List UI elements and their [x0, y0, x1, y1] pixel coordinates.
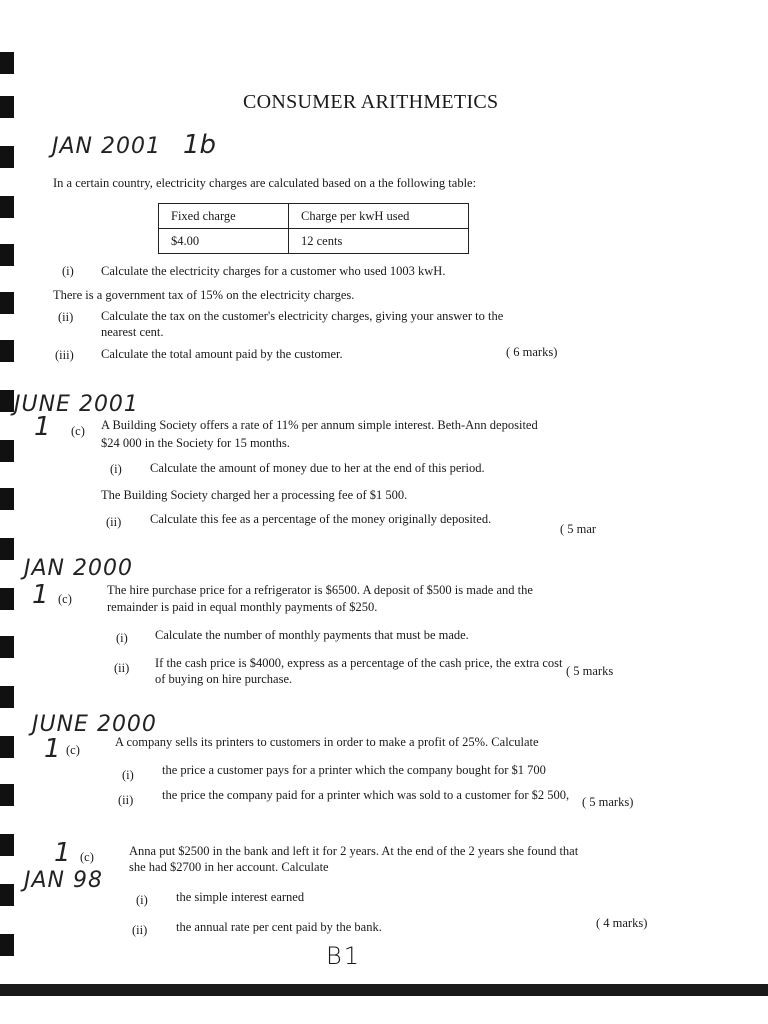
- part-text: nearest cent.: [101, 325, 164, 339]
- part-label: (iii): [55, 348, 74, 362]
- part-label: (c): [58, 592, 72, 606]
- binder-hole: [0, 784, 14, 806]
- question-intro: she had $2700 in her account. Calculate: [129, 860, 329, 874]
- part-label: (ii): [58, 310, 74, 324]
- binder-hole: [0, 196, 14, 218]
- part-label: (ii): [106, 515, 122, 529]
- marks-label: ( 6 marks): [506, 345, 558, 359]
- question-intro: A company sells its printers to customers in order to make a profit of 25%. Calculate: [115, 735, 539, 749]
- table-cell: $4.00: [159, 229, 289, 254]
- binder-hole: [0, 686, 14, 708]
- marks-label: ( 5 marks): [582, 795, 634, 809]
- fee-note: The Building Society charged her a processing fee of $1 500.: [101, 488, 408, 502]
- part-label: (ii): [132, 923, 148, 937]
- part-text: the price the company paid for a printer which was sold to a customer for $2 500,: [162, 788, 570, 802]
- part-label: (i): [122, 768, 134, 782]
- part-label: (c): [80, 850, 94, 864]
- part-label: (i): [116, 631, 128, 645]
- binder-hole: [0, 488, 14, 510]
- part-label: (i): [110, 462, 122, 476]
- part-label: (c): [71, 424, 85, 438]
- part-text: If the cash price is $4000, express as a percentage of the cash price, the extra cost: [155, 656, 563, 670]
- handwritten-question-number: 1b: [183, 130, 217, 160]
- binder-hole: [0, 340, 14, 362]
- page-label: B1: [326, 942, 361, 970]
- part-label: (c): [66, 743, 80, 757]
- binder-hole: [0, 736, 14, 758]
- binder-hole: [0, 390, 14, 412]
- table-header-row: [159, 204, 469, 229]
- binder-hole: [0, 884, 14, 906]
- page-bottom-edge: [0, 984, 768, 996]
- page-title: CONSUMER ARITHMETICS: [243, 91, 499, 113]
- part-text: Calculate this fee as a percentage of the money originally deposited.: [150, 512, 492, 526]
- marks-label: ( 4 marks): [596, 916, 648, 930]
- question-intro: A Building Society offers a rate of 11% per annum simple interest. Beth-Ann deposited: [101, 418, 538, 432]
- binder-hole: [0, 292, 14, 314]
- part-text: of buying on hire purchase.: [155, 672, 293, 686]
- electricity-charges-table: [158, 203, 469, 254]
- part-label: (i): [136, 893, 148, 907]
- part-text: Calculate the electricity charges for a customer who used 1003 kwH.: [101, 264, 446, 278]
- part-text: Calculate the tax on the customer's electricity charges, giving your answer to the: [101, 309, 504, 323]
- question-intro: In a certain country, electricity charges are calculated based on a the following table:: [53, 176, 477, 190]
- binder-hole: [0, 588, 14, 610]
- handwritten-year-label: JAN 2001: [52, 134, 161, 159]
- table-header-cell: Fixed charge: [159, 204, 289, 229]
- part-text: Calculate the amount of money due to her at the end of this period.: [150, 461, 485, 475]
- handwritten-question-number: 1: [32, 580, 49, 610]
- handwritten-year-label: JUNE 2000: [32, 712, 157, 737]
- binder-holes: [0, 0, 16, 1024]
- part-label: (i): [62, 264, 74, 278]
- part-label: (ii): [118, 793, 134, 807]
- question-intro: The hire purchase price for a refrigerator is $6500. A deposit of $500 is made and the: [107, 583, 533, 597]
- binder-hole: [0, 244, 14, 266]
- binder-hole: [0, 96, 14, 118]
- tax-note: There is a government tax of 15% on the electricity charges.: [53, 288, 355, 302]
- binder-hole: [0, 934, 14, 956]
- question-intro: Anna put $2500 in the bank and left it for 2 years. At the end of the 2 years she found that: [129, 844, 579, 858]
- marks-label: ( 5 mar: [560, 522, 597, 536]
- part-text: Calculate the total amount paid by the customer.: [101, 347, 343, 361]
- part-text: the price a customer pays for a printer which the company bought for $1 700: [162, 763, 546, 777]
- binder-hole: [0, 538, 14, 560]
- binder-hole: [0, 440, 14, 462]
- question-intro: remainder is paid in equal monthly payments of $250.: [107, 600, 378, 614]
- table-row: [159, 229, 469, 254]
- binder-hole: [0, 146, 14, 168]
- handwritten-question-number: 1: [34, 412, 51, 442]
- part-text: Calculate the number of monthly payments that must be made.: [155, 628, 469, 642]
- question-intro: $24 000 in the Society for 15 months.: [101, 436, 290, 450]
- part-label: (ii): [114, 661, 130, 675]
- table-header-cell: Charge per kwH used: [289, 204, 469, 229]
- marks-label: ( 5 marks: [566, 664, 614, 678]
- part-text: the annual rate per cent paid by the bank.: [176, 920, 382, 934]
- handwritten-question-number: 1: [44, 734, 61, 764]
- handwritten-year-label: JAN 98: [24, 868, 103, 893]
- handwritten-year-label: JAN 2000: [24, 556, 133, 581]
- binder-hole: [0, 52, 14, 74]
- handwritten-year-label: JUNE 2001: [14, 392, 139, 417]
- handwritten-question-number: 1: [54, 838, 71, 868]
- part-text: the simple interest earned: [176, 890, 305, 904]
- binder-hole: [0, 834, 14, 856]
- binder-hole: [0, 636, 14, 658]
- table-cell: 12 cents: [289, 229, 469, 254]
